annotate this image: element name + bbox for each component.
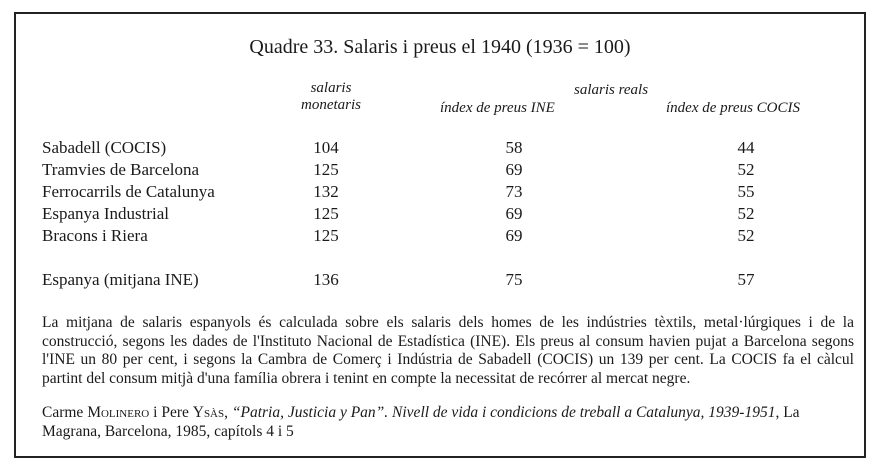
cell-monetaris: 125: [313, 204, 339, 223]
table-row: [16, 138, 864, 160]
cell-cocis: 52: [737, 160, 755, 179]
cell-cocis: 55: [737, 182, 755, 201]
author1-last: Molinero: [87, 404, 150, 421]
source-conj: i Pere: [153, 404, 189, 421]
author1-first: Carme: [42, 404, 84, 421]
header-salaris-monetaris: [286, 80, 376, 114]
header-salaris-line2: monetaris: [301, 97, 361, 113]
table-note: [42, 314, 854, 388]
row-label: Sabadell (COCIS): [42, 138, 167, 157]
header-salaris-reals: salaris reals: [574, 82, 649, 98]
cell-cocis: 57: [737, 270, 755, 289]
source-title: “Patria, Justicia y Pan”. Nivell de vida i condicions de treball a Catalunya, 1939-1951: [231, 404, 776, 421]
cell-cocis: 44: [737, 138, 755, 157]
cell-ine: 73: [505, 182, 523, 201]
cell-monetaris: 132: [313, 182, 339, 201]
author2-last: Ysàs,: [192, 404, 228, 421]
row-label: Tramvies de Barcelona: [42, 160, 200, 179]
header-salaris-line1: salaris: [310, 80, 352, 96]
table-row: [16, 204, 864, 226]
cell-cocis: 52: [737, 204, 755, 223]
cell-ine: 69: [505, 204, 523, 223]
cell-monetaris: 125: [313, 160, 339, 179]
table-frame: [14, 12, 866, 458]
cell-ine: 58: [505, 138, 523, 157]
table-row: [16, 160, 864, 182]
cell-ine: 69: [505, 160, 523, 179]
row-label: Espanya Industrial: [42, 204, 169, 223]
cell-cocis: 52: [737, 226, 755, 245]
cell-monetaris: 125: [313, 226, 339, 245]
source-citation: [42, 404, 854, 441]
row-label: Espanya (mitjana INE): [42, 270, 199, 289]
table-row: [16, 182, 864, 204]
table-title: Quadre 33. Salaris i preus el 1940 (1936 = 100): [249, 36, 631, 58]
note-text: La mitjana de salaris espanyols és calculada sobre els salaris dels homes de les indústries tèxtils, metal·lúrgiques i de la construcció, segons les dades de l'Instituto Nacional de Estadística (INE). Els preus al consum havien pujat a Barcelona segons l'INE un 80 per cent, i segons la Cambra de Comerç i Indústria de Sabadell (COCIS) un 139 per cent. La COCIS fa el càlcul partint del consum mitjà d'una família obrera i tenint en compte la necessitat de recórrer al mercat negre.: [42, 314, 854, 387]
cell-ine: 69: [505, 226, 523, 245]
source-rest: , La Magrana, Barcelona, 1985, capítols 4 i 5: [42, 404, 800, 440]
header-index-ine: índex de preus INE: [440, 100, 555, 116]
cell-monetaris: 136: [313, 270, 339, 289]
cell-monetaris: 104: [313, 138, 339, 157]
table-row: [16, 226, 864, 248]
cell-ine: 75: [505, 270, 523, 289]
row-label: Ferrocarrils de Catalunya: [42, 182, 215, 201]
header-index-cocis: índex de preus COCIS: [666, 100, 801, 116]
table-row-average: [16, 270, 864, 292]
row-label: Bracons i Riera: [42, 226, 148, 245]
